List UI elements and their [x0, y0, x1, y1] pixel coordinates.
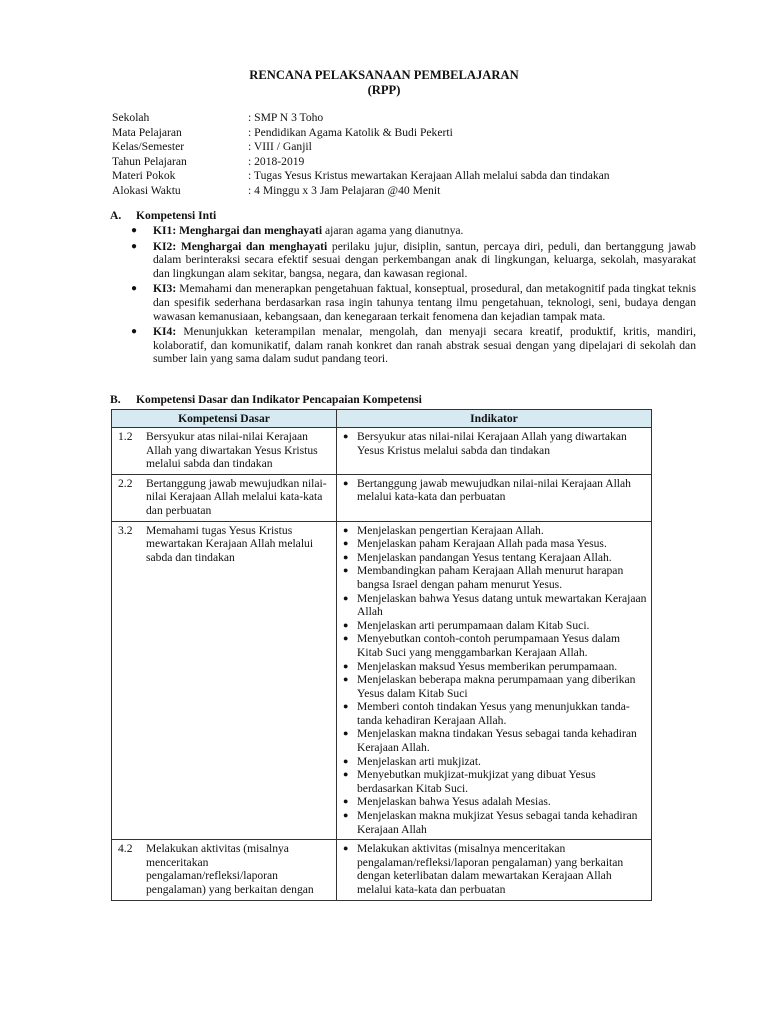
ki-body: Memahami dan menerapkan pengetahuan faktual, konseptual, prosedural, dan metakognitif pada tingkat teknis dan spesifik sederhana berdasarkan rasa ingin tahunya tentang ilmu pengetahuan, teknologi, seni, budaya dengan wawasan kemanusiaan, kebangsaan, dan kenegaraan terkait fenomena dan kejadian tampak mata.: [153, 282, 696, 323]
section-letter: A.: [110, 209, 122, 222]
info-row-tahun-pelajaran: [112, 155, 610, 170]
table-row: [112, 428, 652, 475]
indicator-text: Menjelaskan maksud Yesus memberikan perumpamaan.: [357, 659, 618, 673]
indicator-item: [341, 700, 647, 727]
info-label: Mata Pelajaran: [112, 125, 182, 139]
info-label: Tahun Pelajaran: [112, 154, 187, 168]
bullet-icon: ●: [343, 660, 349, 671]
kompetensi-table: [111, 409, 652, 901]
bullet-icon: ●: [131, 326, 138, 338]
table-row: [112, 521, 652, 840]
bullet-icon: ●: [343, 796, 349, 807]
ki-body: Menunjukkan keterampilan menalar, mengolah, dan menyaji secara kreatif, produktif, kritis, mandiri, kolaboratif, dan komunikatif, dalam ranah konkret dan ranah abstrak sesuai dengan yang dipelajari di sekolah dan sumber lain yang sama dalam sudut pandang teori.: [153, 325, 696, 366]
indicator-text: Menjelaskan makna tindakan Yesus sebagai tanda kehadiran Kerajaan Allah.: [357, 727, 637, 755]
section-title: Kompetensi Dasar dan Indikator Pencapaian Kompetensi: [136, 393, 422, 406]
kd-text: Melakukan aktivitas (misalnya menceritakan pengalaman/refleksi/laporan pengalaman) yang berkaitan dengan: [146, 842, 314, 896]
indicator-text: Menyebutkan contoh-contoh perumpamaan Yesus dalam Kitab Suci yang menggambarkan Kerajaan Allah.: [357, 632, 621, 659]
indicator-text: Menjelaskan arti mukjizat.: [357, 754, 481, 768]
column-header-kompetensi-dasar: Kompetensi Dasar: [112, 410, 337, 428]
bullet-icon: ●: [131, 240, 138, 252]
indicator-list: [341, 524, 647, 837]
ki-item: [128, 224, 696, 238]
kd-cell: [112, 474, 337, 521]
table-row: [112, 474, 652, 521]
indicator-list: [341, 430, 647, 457]
info-value: : Pendidikan Agama Katolik & Budi Pekerti: [248, 125, 453, 139]
indicator-item: [341, 673, 647, 700]
indicator-item: [341, 632, 647, 659]
bullet-icon: ●: [343, 431, 349, 441]
indicator-text: Menjelaskan makna mukjizat Yesus sebagai tanda kehadiran Kerajaan Allah: [357, 809, 638, 836]
info-row-sekolah: [112, 111, 610, 126]
indicator-item: [341, 564, 647, 591]
kd-content: [116, 842, 332, 896]
ki-item: [128, 325, 696, 366]
bullet-icon: ●: [343, 538, 349, 549]
indicator-item: [341, 768, 647, 795]
kd-content: [116, 477, 332, 518]
ki-text: [153, 240, 696, 281]
indicator-item: [341, 755, 647, 769]
ki-label: KI4:: [153, 325, 177, 339]
ki-body: ajaran agama yang dianutnya.: [322, 224, 464, 237]
info-value: : Tugas Yesus Kristus mewartakan Kerajaan Allah melalui sabda dan tindakan: [248, 169, 610, 183]
kd-text: Bersyukur atas nilai-nilai Kerajaan Allah yang diwartakan Yesus Kristus melalui sabda dan tindakan: [146, 430, 318, 471]
bullet-icon: ●: [343, 769, 349, 780]
indicator-cell: [337, 474, 652, 521]
indicator-list: [341, 477, 647, 504]
indicator-text: Menjelaskan pengertian Kerajaan Allah.: [357, 523, 544, 537]
info-value: : 2018-2019: [248, 154, 305, 168]
indicator-item: [341, 660, 647, 674]
indicator-text: Memberi contoh tindakan Yesus yang menunjukkan tanda-tanda kehadiran Kerajaan Allah.: [357, 700, 630, 727]
bullet-icon: ●: [343, 592, 349, 603]
ki-text: [153, 282, 696, 323]
document-subtitle: (RPP): [367, 83, 401, 97]
info-value: : VIII / Ganjil: [248, 140, 312, 154]
bullet-icon: ●: [343, 524, 349, 535]
bullet-icon: ●: [343, 551, 349, 562]
bullet-icon: ●: [343, 674, 349, 685]
indicator-text: Membandingkan paham Kerajaan Allah menurut harapan bangsa Israel dengan paham menurut Yesus.: [357, 564, 624, 591]
kd-number: 3.2: [118, 523, 133, 537]
bullet-icon: ●: [343, 565, 349, 576]
kd-text: Bertanggung jawab mewujudkan nilai-nilai Kerajaan Allah melalui kata-kata dan perbuatan: [146, 476, 327, 517]
indicator-list: [341, 842, 647, 896]
info-value: : SMP N 3 Toho: [248, 111, 324, 124]
info-row-kelas-semester: [112, 140, 610, 155]
kompetensi-inti-list: [128, 224, 696, 368]
bullet-icon: ●: [131, 283, 138, 295]
table-header-row: [112, 410, 652, 428]
ki-text: [153, 224, 696, 238]
indicator-cell: [337, 840, 652, 900]
kd-cell: [112, 840, 337, 900]
indicator-item: [341, 619, 647, 633]
section-letter: B.: [110, 393, 121, 406]
column-header-indikator: Indikator: [337, 410, 652, 428]
kd-number: 2.2: [118, 476, 133, 490]
indicator-item: [341, 430, 647, 457]
table-row: [112, 840, 652, 900]
indicator-text: Menjelaskan bahwa Yesus datang untuk mewartakan Kerajaan Allah: [357, 591, 647, 619]
ki-item: [128, 282, 696, 323]
indicator-cell: [337, 521, 652, 840]
bullet-icon: ●: [343, 728, 349, 739]
indicator-cell: [337, 428, 652, 475]
info-row-alokasi-waktu: [112, 184, 610, 199]
kd-cell: [112, 428, 337, 475]
indicator-text: Menyebutkan mukjizat-mukjizat yang dibuat Yesus berdasarkan Kitab Suci.: [357, 768, 596, 795]
indicator-item: [341, 842, 647, 896]
info-label: Alokasi Waktu: [112, 183, 181, 197]
info-block: [112, 111, 610, 199]
document-title: RENCANA PELAKSANAAN PEMBELAJARAN: [249, 68, 519, 82]
bullet-icon: ●: [343, 477, 349, 488]
indicator-item: [341, 524, 647, 538]
bullet-icon: ●: [131, 225, 138, 236]
indicator-item: [341, 592, 647, 619]
info-label: Materi Pokok: [112, 169, 176, 183]
ki-item: [128, 240, 696, 281]
ki-body: perilaku jujur, disiplin, santun, percaya diri, peduli, dan bertanggung jawab dalam berinteraksi secara efektif sesuai dengan perkembangan anak di lingkungan, keluarga, sekolah, masyarakat dan lingkungan alam sekitar, bangsa, negara, dan kawasan regional.: [153, 239, 696, 280]
bullet-icon: ●: [343, 843, 349, 854]
indicator-item: [341, 537, 647, 551]
ki-label: KI1: Menghargai dan menghayati: [153, 224, 323, 237]
indicator-text: Menjelaskan beberapa makna perumpamaan yang diberikan Yesus dalam Kitab Suci: [357, 673, 636, 700]
bullet-icon: ●: [343, 701, 349, 712]
indicator-text: Bertanggung jawab mewujudkan nilai-nilai Kerajaan Allah melalui kata-kata dan perbuatan: [357, 476, 631, 504]
table-body: [112, 428, 652, 901]
indicator-text: Menjelaskan bahwa Yesus adalah Mesias.: [357, 795, 551, 809]
indicator-text: Menjelaskan arti perumpamaan dalam Kitab Suci.: [357, 618, 590, 632]
info-label: Sekolah: [112, 111, 150, 124]
section-title: Kompetensi Inti: [136, 209, 217, 222]
kd-content: [116, 430, 332, 471]
indicator-item: [341, 477, 647, 504]
indicator-item: [341, 727, 647, 754]
info-row-mata-pelajaran: [112, 126, 610, 141]
bullet-icon: ●: [343, 755, 349, 766]
kd-text: Memahami tugas Yesus Kristus mewartakan Kerajaan Allah melalui sabda dan tindakan: [146, 523, 314, 564]
bullet-icon: ●: [343, 810, 349, 821]
indicator-item: [341, 551, 647, 565]
kd-number: 4.2: [118, 842, 133, 856]
section-b-heading: [110, 393, 422, 407]
indicator-item: [341, 795, 647, 809]
indicator-text: Bersyukur atas nilai-nilai Kerajaan Allah yang diwartakan Yesus Kristus melalui sabda dan tindakan: [357, 430, 627, 457]
bullet-icon: ●: [343, 633, 349, 644]
info-value: : 4 Minggu x 3 Jam Pelajaran @40 Menit: [248, 183, 441, 197]
indicator-text: Menjelaskan paham Kerajaan Allah pada masa Yesus.: [357, 537, 607, 551]
ki-label: KI3:: [153, 282, 177, 296]
indicator-text: Menjelaskan pandangan Yesus tentang Kerajaan Allah.: [357, 550, 612, 564]
kd-cell: [112, 521, 337, 840]
kd-content: [116, 524, 332, 565]
ki-text: [153, 325, 696, 366]
bullet-icon: ●: [343, 619, 349, 630]
indicator-text: Melakukan aktivitas (misalnya menceritakan pengalaman/refleksi/laporan pengalaman) yang berkaitan dengan keterlibatan dalam mewartakan Kerajaan Allah melalui kata-kata dan perbuatan: [357, 842, 624, 896]
ki-label: KI2: Menghargai dan menghayati: [153, 239, 328, 253]
indicator-item: [341, 809, 647, 836]
info-row-materi-pokok: [112, 169, 610, 184]
info-label: Kelas/Semester: [112, 140, 185, 154]
kd-number: 1.2: [118, 430, 133, 443]
section-a-heading: [110, 209, 216, 223]
